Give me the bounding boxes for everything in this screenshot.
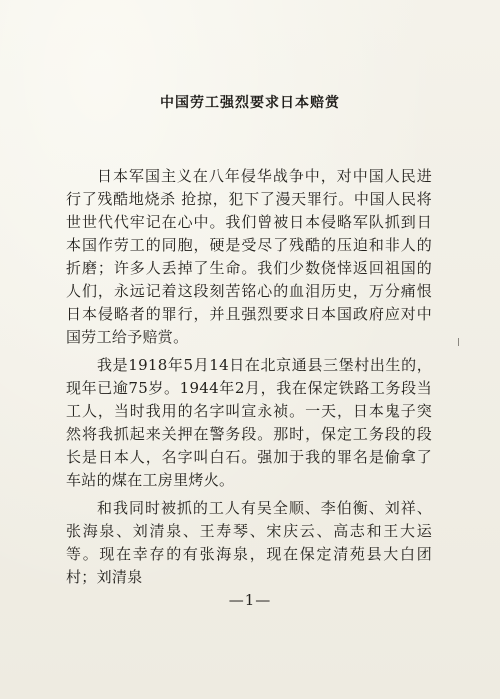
document-body: [66, 165, 432, 594]
paragraph: 我是1918年5月14日在北京通县三堡村出生的，现年已逾75岁。1944年2月，我在保定铁路工务段当工人，当时我用的名字叫宣永祯。一天，日本鬼子突然将我抓起来关押在警务段。那时，保定工务段的段长是日本人，名字叫白石。强加于我的罪名是偷拿了车站的煤在工房里烤火。: [66, 356, 432, 489]
paragraph: 日本军国主义在八年侵华战争中，对中国人民进行了残酷地烧杀 抢掠，犯下了漫天罪行。中国人民将世世代代牢记在心中。我们曾被日本侵略军队抓到日本国作劳工的同胞，硬是受尽了残酷的压迫和非人的折磨；许多人丢掉了生命。我们少数侥悻返回祖国的人们，永远记着这段刻苦铭心的血泪历史，万分痛恨日本侵略者的罪行，并且强烈要求日本国政府应对中国劳工给予赔赏。: [66, 167, 432, 346]
document-title: 中国劳工强烈要求日本赔赏: [160, 95, 340, 111]
paragraph: 和我同时被抓的工人有吴全顺、李伯衡、刘祥、张海泉、刘清泉、王寿琴、宋庆云、高志和王大运等。现在幸存的有张海泉，现在保定清苑县大白团村；刘清泉: [66, 499, 432, 586]
page-number: —1—: [228, 591, 272, 609]
margin-mark: [458, 338, 459, 346]
